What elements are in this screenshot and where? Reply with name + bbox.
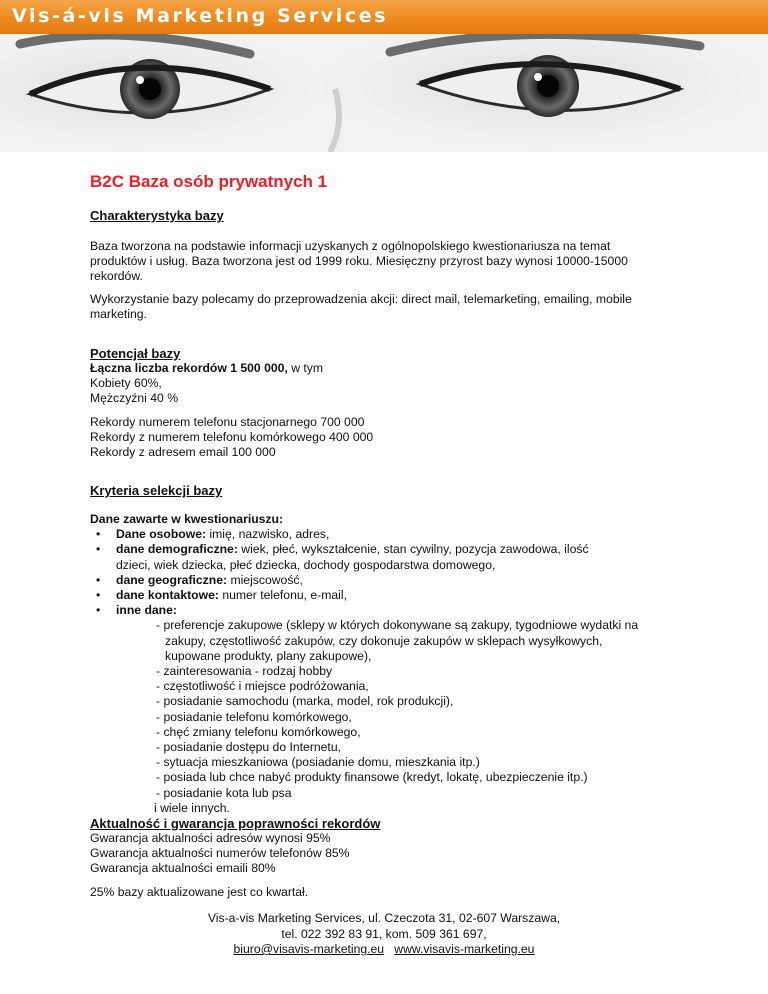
email-link[interactable]: biuro@visavis-marketing.eu [233, 942, 385, 956]
item-text-continued: dzieci, wiek dziecka, płeć dziecka, dochody gospodarstwa domowego, [116, 557, 496, 572]
footer [0, 911, 768, 958]
item-label: dane demograficzne: [116, 542, 238, 557]
sub-line: - częstotliwość i miejsce podróżowania, [156, 679, 369, 694]
footer-address: Vis-a-vis Marketing Services, ul. Czeczota 31, 02-607 Warszawa, [207, 911, 561, 925]
website-link[interactable]: www.visavis-marketing.eu [394, 942, 535, 956]
sub-line: - posiada lub chce nabyć produkty finansowe (kredyt, lokatę, ubezpieczenie itp.) [156, 770, 588, 785]
section-heading-selection-criteria: Kryteria selekcji bazy [90, 483, 223, 498]
text-line: Gwarancja aktualności emaili 80% [90, 861, 276, 876]
text-line: Wykorzystanie bazy polecamy do przeprowadzenia akcji: direct mail, telemarketing, emailing, mobile [90, 292, 632, 306]
potential-block [90, 361, 680, 407]
item-text: miejscowość, [227, 572, 303, 587]
sub-line: - posiadanie telefonu komórkowego, [156, 709, 352, 724]
sub-line: - zainteresowania - rodzaj hobby [156, 664, 333, 679]
section-heading-potential: Potencjał bazy [90, 346, 181, 361]
characteristics-paragraph [90, 239, 680, 285]
sub-line: - preferencje zakupowe (sklepy w których dokonywane są zakupy, tygodniowe wydatki na [156, 618, 639, 633]
text-line: rekordów. [90, 269, 143, 284]
other-data-sublist [90, 618, 680, 816]
sub-line: - posiadanie samochodu (marka, model, rok produkcji), [156, 694, 454, 709]
section-heading-characteristics: Charakterystyka bazy [90, 208, 224, 223]
header-banner [0, 0, 768, 34]
text-line: Rekordy z numerem telefonu komórkowego 400 000 [90, 430, 374, 445]
item-label: inne dane: [116, 603, 177, 618]
footer-phones: tel. 022 392 83 91, kom. 509 361 697, [281, 926, 487, 941]
sub-line: - posiadanie dostępu do Internetu, [156, 740, 341, 755]
list-item [90, 588, 680, 603]
total-records-bold: Łączna liczba rekordów 1 500 000, [90, 361, 288, 375]
footer-links [0, 942, 768, 958]
text-line: 25% bazy aktualizowane jest co kwartał. [90, 885, 309, 899]
criteria-intro: Dane zawarte w kwestionariuszu: [90, 512, 284, 526]
item-label: dane geograficzne: [116, 572, 228, 587]
criteria-list [90, 527, 680, 618]
women-share: Kobiety 60%, [90, 376, 162, 391]
sub-line: i wiele innych. [154, 800, 230, 815]
total-records [90, 361, 680, 376]
sub-line: zakupy, częstotliwość zakupów, czy dokonuje zakupów w sklepach wysyłkowych, [165, 633, 603, 648]
record-counts [90, 415, 680, 461]
sub-line: - chęć zmiany telefonu komórkowego, [156, 724, 361, 739]
brand-title: Vis-á-vis Marketing Services [12, 5, 389, 27]
list-item [90, 542, 680, 572]
item-text: wiek, płeć, wykształcenie, stan cywilny, pozycja zawodowa, ilość [237, 542, 589, 557]
list-item [90, 603, 680, 618]
item-text: numer telefonu, e-mail, [218, 588, 347, 603]
list-item [90, 573, 680, 588]
item-text: imię, nazwisko, adres, [206, 527, 330, 542]
update-frequency [90, 885, 680, 900]
sub-line: - posiadanie kota lub psa [156, 785, 292, 800]
text-line: Rekordy z adresem email 100 000 [90, 445, 276, 460]
list-item [90, 527, 680, 542]
sub-line: kupowane produkty, plany zakupowe), [165, 648, 372, 663]
document-title: B2C Baza osób prywatnych 1 [90, 172, 328, 191]
sub-line: - sytuacja mieszkaniowa (posiadanie domu, mieszkania itp.) [156, 755, 480, 770]
item-label: Dane osobowe: [116, 527, 207, 542]
text-line: Baza tworzona na podstawie informacji uzyskanych z ogólnopolskiego kwestionariusza na temat [90, 239, 611, 253]
men-share: Mężczyźni 40 % [90, 391, 179, 406]
total-records-rest: w tym [287, 361, 324, 375]
text-line: Gwarancja aktualności adresów wynosi 95% [90, 831, 331, 845]
section-heading-accuracy: Aktualność i gwarancja poprawności rekordów [90, 816, 381, 831]
text-line: Rekordy numerem telefonu stacjonarnego 700 000 [90, 415, 365, 429]
accuracy-block [90, 831, 680, 877]
text-line: marketing. [90, 307, 147, 322]
selection-criteria-block [90, 512, 680, 816]
usage-paragraph [90, 292, 680, 322]
eyes-photo [0, 34, 768, 152]
text-line: Gwarancja aktualności numerów telefonów 85% [90, 846, 350, 861]
text-line: produktów i usług. Baza tworzona jest od 1999 roku. Miesięczny przyrost bazy wynosi 10000-15000 [90, 254, 628, 269]
item-label: dane kontaktowe: [116, 588, 219, 603]
